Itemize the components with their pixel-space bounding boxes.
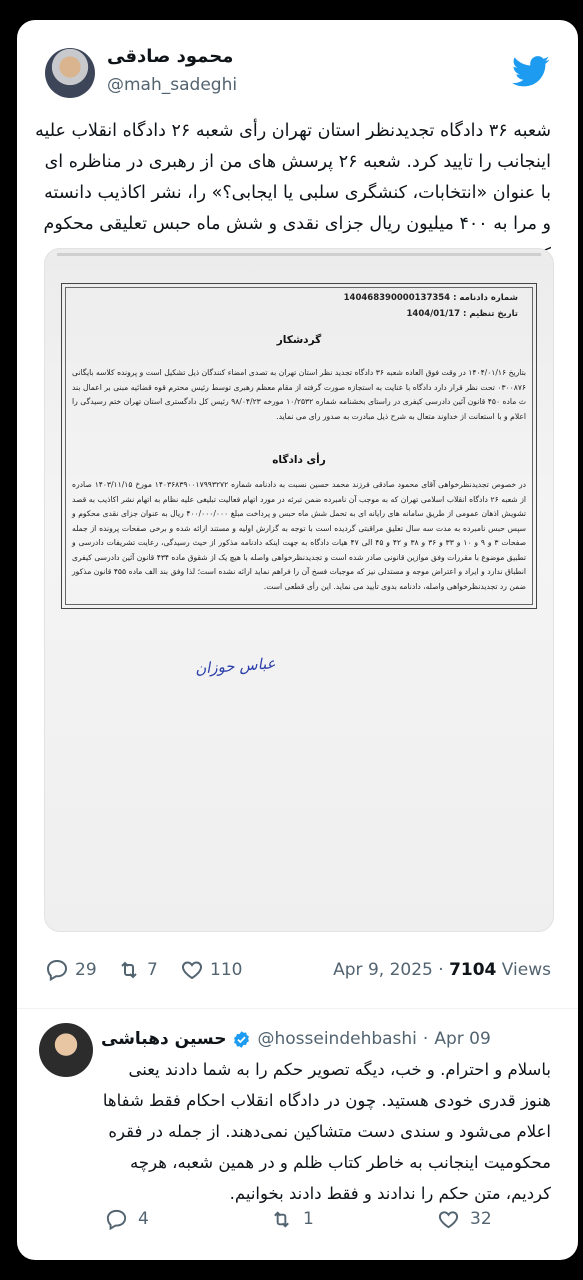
- case-number: شماره دادنامه : 140468390000137354: [343, 293, 518, 303]
- reply-count: 29: [75, 960, 97, 980]
- like-count: 110: [210, 960, 243, 980]
- document-frame: [61, 283, 537, 609]
- verified-badge-icon: [232, 1030, 251, 1049]
- tweet-timestamp[interactable]: Apr 9, 2025 · 7104 Views: [333, 960, 551, 980]
- reply-reply-button[interactable]: [105, 1204, 149, 1234]
- twitter-bird-icon: [512, 56, 550, 88]
- document-heading: گردشکار: [276, 334, 322, 346]
- reply-author-avatar[interactable]: [39, 1023, 93, 1077]
- tweet-card: [17, 20, 578, 1260]
- document-intro: بتاریخ ۱۴۰۴/۰۱/۱۶ در وقت فوق العاده شعبه ۳۶ دادگاه تجدید نظر استان تهران به تصدی امضاء کنندگان ذیل تشکیل است و پرونده کلاسه بایگانی ۰۳۰۰۸۷۶ تحت نظر قرار دارد دادگاه با عنایت به استجازه صورت گرفته از مقام معظم رهبری توسط رئیس محترم قوه قضائیه مبنی بر اعمال بند ث ماده ۴۵۰ قانون آئین دادرسی کیفری در راستای بخشنامه شماره ۱۰/۲۵۳۲ مورخه ۹۸/۰۴/۲۳ رئیس کل دادگستری استان تهران ختم رسیدگی را اعلام و با استعانت از خداوند متعال به شرح ذیل مبادرت به صدور رای می نماید.: [72, 368, 526, 421]
- issue-date: تاریخ تنظیم : 1404/01/17: [406, 309, 518, 319]
- author-handle[interactable]: @mah_sadeghi: [107, 75, 238, 95]
- tweet-text: شعبه ۳۶ دادگاه تجدیدنظر استان تهران رأی شعبه ۲۶ دادگاه انقلاب علیه اینجانب را تایید کرد. شعبه ۲۶ پرسش های من از رهبری در مناظره ای با عنوان «انتخابات، کنشگری سلبی یا ایجابی؟» را، نشر اکاذیب دانسته و مرا به ۴۰۰ میلیون ریال جزای نقدی و شش ماه حبس تعلیقی محکوم: [35, 121, 551, 234]
- verdict-text: در خصوص تجدیدنظرخواهی آقای محمود صادقی فرزند محمد حسین نسبت به دادنامه شماره ۱۴۰۳۶۸۳۹۰۰۱۷۹۹۳۲۷۲ مورخ ۱۴۰۳/۱۱/۱۵ صادره از شعبه ۲۶ دادگاه انقلاب اسلامی تهران که به موجب آن نامبرده ضمن تبرئه در مورد اتهام فعالیت تبلیغی علیه نظام به اتهام نشر اکاذیب به قصد تشویش اذهان عمومی از طریق سامانه های رایانه ای به تحمل شش ماه حبس و پرداخت مبلغ ۴۰۰/۰۰۰/۰۰۰ ریال به عنوان جزای نقدی محکوم و سپس حبس نامبرده به مدت سه سال تعلیق مراقبتی گردیده است با توجه به گزارش اولیه و مستند ارائه شده و برخی صفحات پرونده از جمله صفحات ۳ و ۹ و ۱۰ و ۳۳ و ۳۶ و ۳۸ و ۴۲ و ۴۵ الی ۴۷ هیات دادگاه به جهت اینکه دادنامه مذکور از حیث رسیدگی، رعایت تشریفات دادرسی و تطبیق موضوع با مقررات وفق موازین قانونی صادر شده است و تجدیدنظرخواهی واصله با هیچ یک از شقوق ماده ۴۳۴ قانون آئین دادرسی کیفری انطباق ندارد و ایراد و اعتراض موجه و مستدلی نیز که موجبات فسخ آن را فراهم نماید ارائه نشده است؛ لذا وفق بند الف ماده ۴۵۵ قانون مذکور ضمن رد تجدیدنظرخواهی واصله، دادنامه بدوی تأیید می نماید. این رأی قطعی است.: [72, 480, 527, 591]
- retweet-button[interactable]: [117, 950, 158, 990]
- author-avatar[interactable]: [45, 48, 95, 98]
- reply-header: حسین دهباشی @hosseindehbashi · Apr 09: [101, 1029, 491, 1049]
- reply-like-button[interactable]: [437, 1204, 492, 1234]
- document-edge: [57, 253, 541, 256]
- reply-retweet-button[interactable]: [270, 1204, 314, 1234]
- reply-retweet-count: 1: [303, 1209, 314, 1229]
- retweet-count: 7: [147, 960, 158, 980]
- reply-author-name[interactable]: حسین دهباشی: [101, 1029, 227, 1049]
- retweet-icon: [117, 958, 141, 982]
- reply-button[interactable]: [45, 950, 97, 990]
- divider: [17, 1008, 578, 1009]
- tweet-action-bar: [17, 950, 578, 990]
- reply-timestamp[interactable]: Apr 09: [434, 1029, 491, 1049]
- view-count: 7104: [449, 960, 497, 980]
- verdict-heading: رأی دادگاه: [272, 454, 326, 466]
- heart-icon: [437, 1208, 460, 1231]
- reply-text: باسلام و احترام. و خب، دیگه تصویر حکم را به شما دادند یعنی هنوز قدری خودی هستید. چون در دادگاه انقلاب احکام فقط شفاها اعلام می‌شود و سندی دست متشاکین نمی‌دهند. از جمله در فقره محکومیت اینجانب به خاطر کتاب ظلم و در همین شعبه، هرچه کردیم، متن حکم را ندادند و فقط دادند بخوانیم.: [102, 1060, 551, 1203]
- reply-reply-count: 4: [138, 1209, 149, 1229]
- like-button[interactable]: [180, 950, 242, 990]
- reply-icon: [105, 1208, 128, 1231]
- author-name[interactable]: محمود صادقی: [107, 46, 234, 67]
- attached-document-image[interactable]: [44, 248, 554, 932]
- retweet-icon: [270, 1208, 293, 1231]
- reply-icon: [45, 958, 69, 982]
- heart-icon: [180, 958, 204, 982]
- reply-like-count: 32: [470, 1209, 492, 1229]
- signature: عباس حوزان: [194, 654, 277, 678]
- document-meta: [344, 290, 518, 322]
- reply-author-handle[interactable]: @hosseindehbashi: [257, 1029, 417, 1049]
